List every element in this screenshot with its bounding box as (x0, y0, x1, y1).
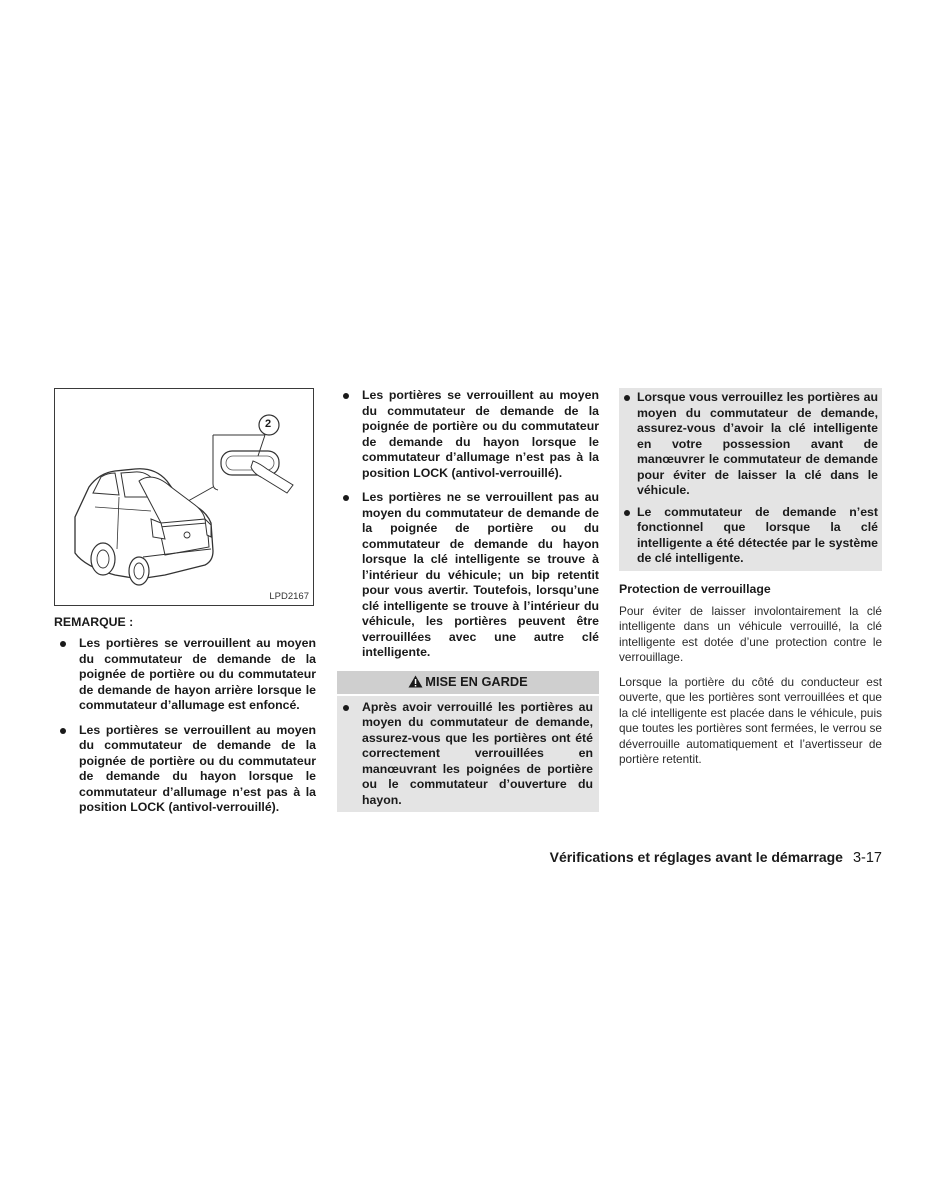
warning-title-bar (337, 671, 599, 694)
bullet-dot-icon (60, 641, 66, 647)
page-number: 3-17 (852, 850, 882, 866)
vehicle-illustration (54, 388, 314, 606)
shaded-note-box (619, 388, 882, 571)
section-subheading: Protection de verrouillage (619, 581, 771, 596)
bullet-text: Après avoir verrouillé les portières au moyen du commutateur de demande, assurez-vous que les portières ont été correctement verrouillées en manœuvrant les poignées de portière ou le commutateur d’ouverture du hayon. (362, 699, 593, 807)
bullet-text: Les portières ne se verrouillent pas au moyen du commutateur de demande de la poignée de portière ou du commutateur de demande du hayon lorsque la clé intelligente se trouve à l’intérieur du véhicule; un bip retentit pour vous avertir. Toutefois, lorsqu’une clé intelligente se trouve à l’intérieur du véhicule, les portières peuvent être verrouillées avec une autre clé intelligente. (362, 490, 599, 659)
bullet-dot-icon (624, 510, 630, 516)
warning-box (337, 671, 599, 813)
warning-bullet-list (337, 700, 593, 809)
list-item (619, 505, 878, 567)
callout-number: 2 (265, 418, 272, 430)
page-footer (550, 849, 882, 866)
bullet-text: Les portières se verrouillent au moyen du commutateur de demande de la poignée de portière ou du commutateur de demande du hayon lorsque le commutateur d’allumage n’est pas à la position LOCK (antivol-verrouillé). (362, 388, 599, 480)
figure-code: LPD2167 (269, 591, 309, 602)
warning-title: MISE EN GARDE (425, 673, 528, 689)
list-item (337, 490, 599, 661)
column-middle (337, 388, 599, 812)
warning-body (337, 696, 599, 813)
list-item (54, 723, 316, 816)
bullet-dot-icon (343, 705, 349, 711)
hatchback-rear-drawing (55, 389, 313, 605)
bullet-dot-icon (624, 395, 630, 401)
note-heading: REMARQUE : (54, 615, 134, 629)
bullet-dot-icon (343, 393, 349, 399)
bullet-dot-icon (343, 495, 349, 501)
list-item (337, 388, 599, 481)
bullet-text: Lorsque vous verrouillez les portières au moyen du commutateur de demande, assurez-vous d’avoir la clé intelligente en votre possession avant de manœuvrer le commutateur de demande pour éviter de laisser la clé dans le véhicule. (637, 390, 878, 497)
paragraph: Lorsque la portière du côté du conducteur est ouverte, que les portières sont verrouillées et que la clé intelligente est placée dans le véhicule, puis que toutes les portières sont fermées, le verrou se déverrouille automatiquement et l’avertisseur de portière retentit. (619, 674, 882, 766)
bullet-text: Les portières se verrouillent au moyen du commutateur de demande de la poignée de portière ou du commutateur de demande du hayon lorsque le commutateur d’allumage n’est pas à la position LOCK (antivol-verrouillé). (79, 722, 316, 814)
paragraph: Pour éviter de laisser involontairement la clé intelligente dans un véhicule verrouillé, la clé intelligente est dotée d’une protection contre le verrouillage. (619, 603, 882, 664)
bullet-text: Les portières se verrouillent au moyen du commutateur de demande de la poignée de portière ou du commutateur de demande de hayon arrière lorsque le commutateur d’allumage est enfoncé. (79, 636, 316, 712)
column-right (619, 388, 882, 777)
footer-section-title: Vérifications et réglages avant le démarrage (549, 849, 843, 865)
warning-triangle-icon (408, 675, 423, 691)
bullet-text: Le commutateur de demande n’est fonctionnel que lorsque la clé intelligente a été détectée par le système de clé intelligente. (637, 504, 878, 565)
list-item (54, 636, 316, 714)
note-bullet-list (54, 636, 316, 816)
shaded-bullet-list (619, 390, 878, 567)
column-left (54, 388, 316, 825)
bullet-list (337, 388, 599, 661)
bullet-dot-icon (60, 728, 66, 734)
list-item (619, 390, 878, 499)
list-item (337, 700, 593, 809)
